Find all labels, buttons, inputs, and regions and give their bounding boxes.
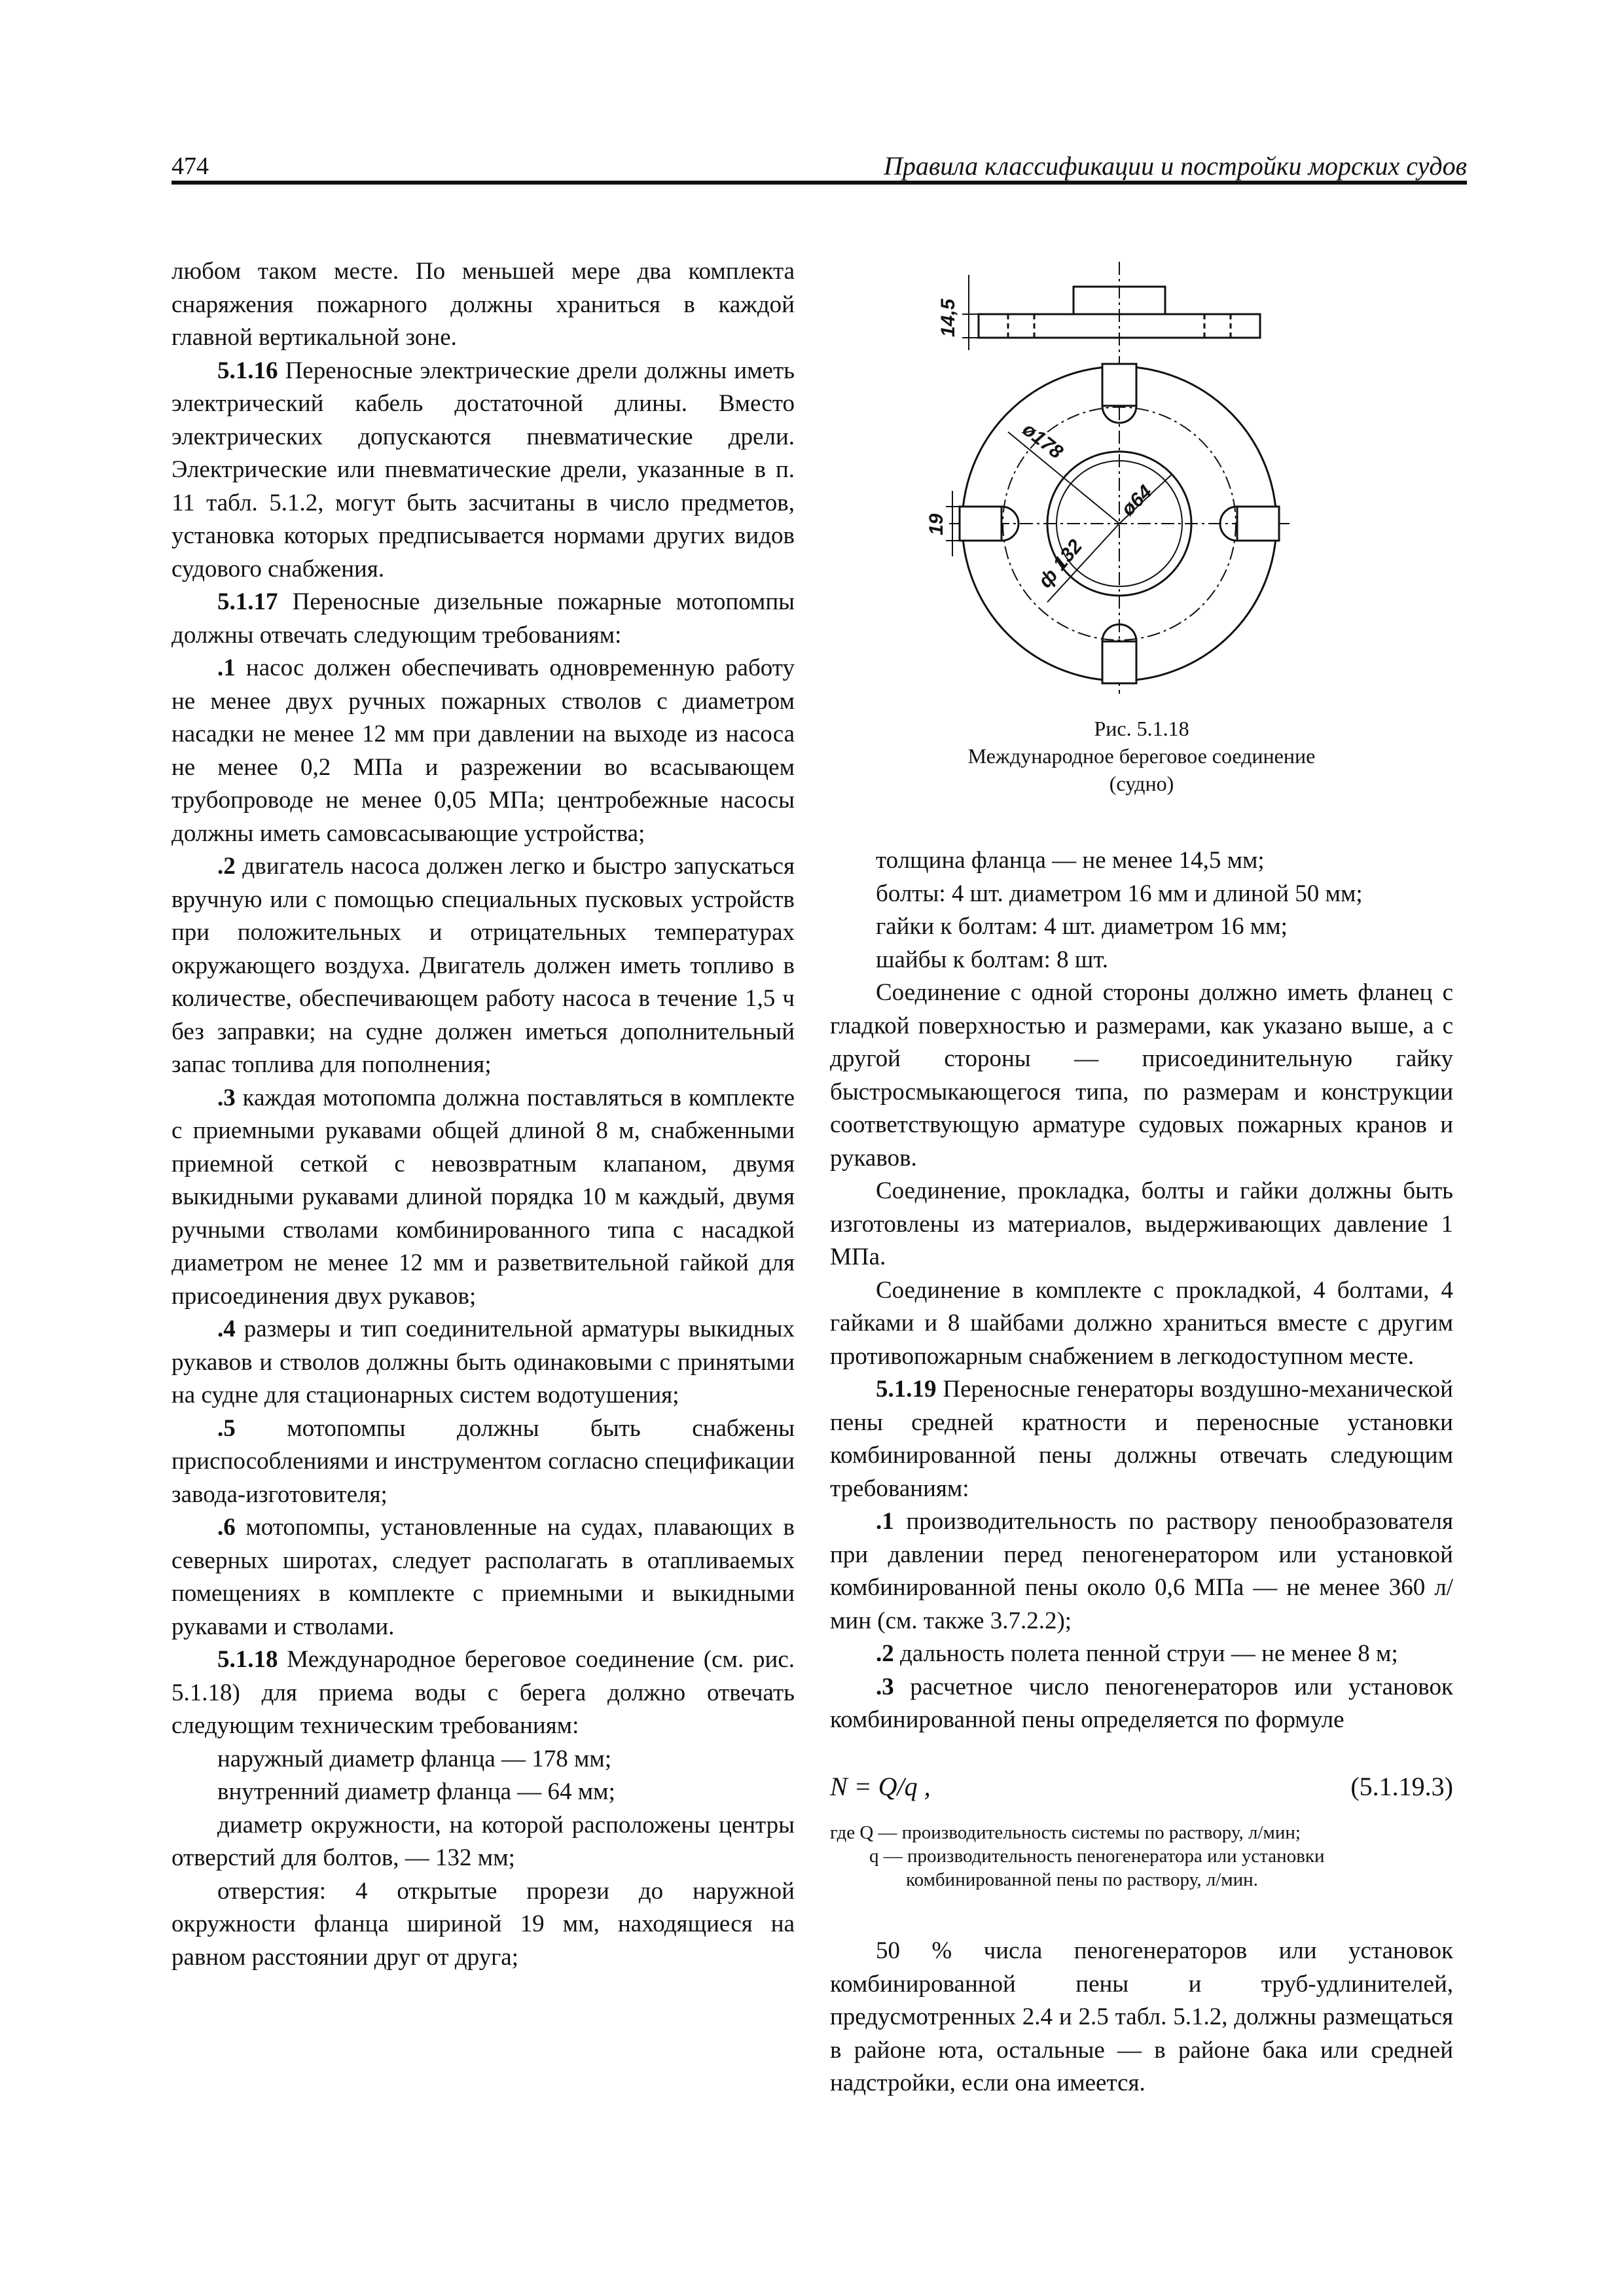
caption-number: Рис. 5.1.18 — [1094, 717, 1189, 740]
clause-number: 5.1.18 — [217, 1646, 278, 1673]
list-item — [171, 850, 795, 1082]
paragraph-5-1-19 — [830, 1373, 1453, 1505]
paragraph-text: Переносные электрические дрели должны иметь электрический кабель достаточной длины. Вместо электрических допускаются пневматические дрели. Электрические или пневматические дрели, указанные в п. 11 табл. 5.1.2, могут быть засчитаны в число предметов, установка которых предписывается нормами других видов судового снабжения. — [171, 357, 795, 583]
page-number: 474 — [171, 152, 209, 180]
paragraph: Соединение в комплекте с прокладкой, 4 болтами, 4 гайками и 8 шайбами должно храниться вместе с другим противопожарным снабжением в легкодоступном месте. — [830, 1276, 1453, 1370]
list-item — [830, 1638, 1453, 1671]
item-number: .1 — [876, 1508, 894, 1535]
clause-number: 5.1.16 — [217, 357, 278, 384]
list-item — [171, 1313, 795, 1412]
spec-line: болты: 4 шт. диаметром 16 мм и длиной 50 мм; — [876, 880, 1363, 907]
paragraph-5-1-18 — [171, 1643, 795, 1743]
spec-line: отверстия: 4 открытые прорези до наружной окружности фланца шириной 19 мм, находящиеся на равном расстоянии друг от друга; — [171, 1877, 795, 1971]
item-number: .3 — [217, 1084, 236, 1111]
paragraph: 50 % числа пеногенераторов или установок комбинированной пены и труб-удлинителей, предусмотренных 2.4 и 2.5 табл. 5.1.2, должны размещаться в районе юта, остальные — в районе бака или средней надстройки, если она имеется. — [830, 1937, 1453, 2096]
formula — [830, 1771, 1453, 1802]
item-number: .3 — [876, 1673, 894, 1700]
clause-number: 5.1.17 — [217, 588, 278, 615]
dim-outer-diameter: ø178 — [1018, 418, 1067, 463]
left-column — [171, 255, 795, 1974]
slot-left — [960, 507, 1001, 541]
spec-line: гайки к болтам: 4 шт. диаметром 16 мм; — [876, 913, 1288, 940]
item-text: насос должен обеспечивать одновременную работу не менее двух ручных пожарных стволов с диаметром насадки не менее 12 мм при давлении на выходе из насоса не менее 0,2 МПа и разрежении во всасывающем трубопроводе не менее 0,05 МПа; центробежные насосы должны иметь самовсасывающие устройства; — [171, 655, 795, 847]
caption-title: Международное береговое соединение — [967, 744, 1316, 768]
paragraph-5-1-16 — [171, 355, 795, 586]
slot-top — [1102, 364, 1136, 406]
legend-line: где Q — производительность системы по раствору, л/мин; — [830, 1822, 1301, 1843]
slot-bottom — [1102, 641, 1136, 683]
item-text: производительность по раствору пенообразователя при давлении перед пеногенератором или установкой комбинированной пены около 0,6 МПа — не менее 360 л/мин (см. также 3.7.2.2); — [830, 1508, 1453, 1634]
figure-caption — [830, 715, 1453, 797]
paragraph-continuation: любом таком месте. По меньшей мере два комплекта снаряжения пожарного должны храниться в каждой главной вертикальной зоне. — [171, 258, 795, 351]
item-text: размеры и тип соединительной арматуры выкидных рукавов и стволов должны быть одинаковыми с принятыми на судне для стационарных систем водотушения; — [171, 1316, 795, 1408]
right-column-tail — [830, 1935, 1453, 2100]
item-number: .6 — [217, 1514, 236, 1541]
spec-line: диаметр окружности, на которой расположены центры отверстий для болтов, — 132 мм; — [171, 1811, 795, 1871]
list-item — [171, 1412, 795, 1512]
list-item — [830, 1505, 1453, 1638]
clause-number: 5.1.19 — [876, 1376, 937, 1403]
paragraph-5-1-17 — [171, 586, 795, 652]
item-text: расчетное число пеногенераторов или установок комбинированной пены определяется по формуле — [830, 1673, 1453, 1733]
list-item — [171, 1511, 795, 1643]
spec-line: шайбы к болтам: 8 шт. — [876, 946, 1109, 973]
paragraph: Соединение с одной стороны должно иметь фланец с гладкой поверхностью и размерами, как указано выше, а с другой стороны — присоединительную гайку быстросмыкающегося типа, по размерам и конструкции соответствующую арматуре судовых пожарных кранов и рукавов. — [830, 979, 1453, 1172]
list-item — [830, 1671, 1453, 1737]
spec-line: внутренний диаметр фланца — 64 мм; — [217, 1778, 615, 1805]
legend-line: q — производительность пеногенератора или установки — [869, 1846, 1325, 1867]
item-text: мотопомпы, установленные на судах, плавающих в северных широтах, следует располагать в отапливаемых помещениях в комплекте с приемными и выкидными рукавами и стволами. — [171, 1514, 795, 1640]
spec-line: толщина фланца — не менее 14,5 мм; — [876, 847, 1265, 874]
paragraph-text: Переносные дизельные пожарные мотопомпы должны отвечать следующим требованиям: — [171, 588, 795, 649]
caption-subtitle: (судно) — [1109, 772, 1174, 795]
list-item — [171, 652, 795, 850]
formula-number: (5.1.19.3) — [1350, 1772, 1453, 1801]
legend-line: комбинированной пены по раствору, л/мин. — [906, 1869, 1258, 1890]
formula-expression: N = Q/q , — [830, 1772, 931, 1801]
item-text: мотопомпы должны быть снабжены приспособлениями и инструментом согласно спецификации завода-изготовителя; — [171, 1414, 795, 1508]
dim-bolt-circle: ф 132 — [1034, 535, 1087, 592]
paragraph: Соединение, прокладка, болты и гайки должны быть изготовлены из материалов, выдерживающих давление 1 МПа. — [830, 1177, 1453, 1270]
spec-line: наружный диаметр фланца — 178 мм; — [217, 1745, 612, 1772]
paragraph-text: Переносные генераторы воздушно-механической пены средней кратности и переносные установки комбинированной пены должны отвечать следующим требованиям: — [830, 1376, 1453, 1502]
item-number: .4 — [217, 1316, 236, 1342]
flange-drawing — [916, 236, 1322, 713]
item-number: .2 — [876, 1640, 894, 1667]
dim-slot-width: 19 — [926, 513, 947, 535]
dim-thickness: 14,5 — [937, 298, 959, 337]
item-number: .2 — [217, 853, 236, 880]
right-column — [830, 844, 1453, 1737]
header-rule — [171, 181, 1467, 185]
item-text: дальность полета пенной струи — не менее 8 м; — [893, 1640, 1398, 1667]
list-item — [171, 1082, 795, 1314]
item-number: .5 — [217, 1414, 236, 1442]
formula-legend — [830, 1821, 1453, 1892]
dim-inner-diameter: ø64 — [1117, 481, 1157, 520]
paragraph-text: Международное береговое соединение (см. рис. 5.1.18) для приема воды с берега должно отвечать следующим техническим требованиям: — [171, 1646, 795, 1739]
item-text: каждая мотопомпа должна поставляться в комплекте с приемными рукавами общей длиной 8 м, снабженными приемной сеткой с невозвратным клапаном, двумя выкидными рукавами длиной порядка 10 м каждый, двумя ручными стволами комбинированного типа с насадкой диаметром не менее 12 мм и разветвительной гайкой для присоединения двух рукавов; — [171, 1084, 795, 1310]
running-title: Правила классификации и постройки морских судов — [883, 151, 1467, 181]
item-text: двигатель насоса должен легко и быстро запускаться вручную или с помощью специальных пусковых устройств при положительных и отрицательных температурах окружающего воздуха. Двигатель должен иметь топливо в количестве, обеспечивающем работу насоса в течение 1,5 ч без заправки; на судне должен иметься дополнительный запас топлива для пополнения; — [171, 853, 795, 1078]
slot-right — [1237, 507, 1279, 541]
item-number: .1 — [217, 655, 236, 681]
